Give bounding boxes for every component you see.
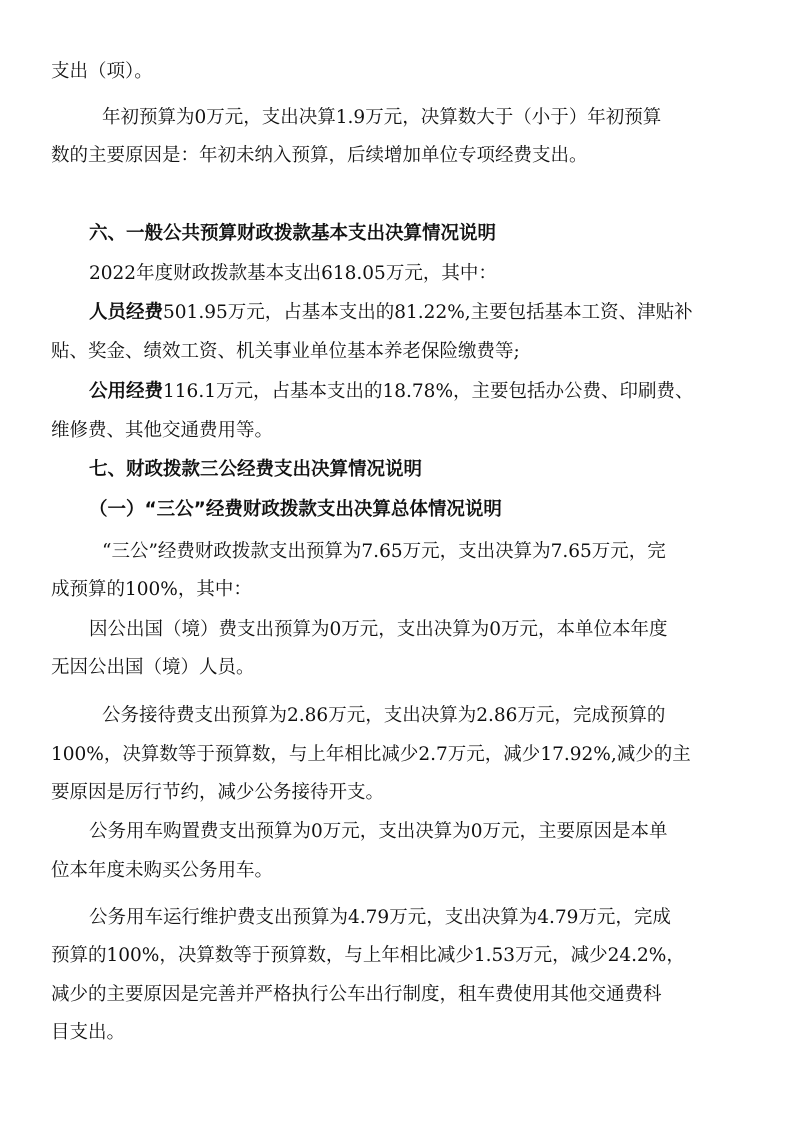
- text-line: 支出（项）。: [51, 61, 153, 82]
- text-line: “三公”经费财政拨款支出预算为7.65万元，支出决算为7.65万元，完: [102, 541, 666, 562]
- text-line: 维修费、其他交通费用等。: [51, 420, 274, 441]
- bold-term: 人员经费: [89, 302, 164, 323]
- text-line: 贴、奖金、绩效工资、机关事业单位基本养老保险缴费等;: [51, 341, 520, 362]
- text-line: 无因公出国（境）人员。: [51, 657, 255, 678]
- text-span: 116.1万元，占基本支出的18.78%，主要包括办公费、印刷费、: [163, 381, 694, 402]
- text-line: 减少的主要原因是完善并严格执行公车出行制度，租车费使用其他交通费科: [51, 984, 662, 1005]
- text-line: 因公出国（境）费支出预算为0万元，支出决算为0万元，本单位本年度: [89, 619, 668, 640]
- text-line: 数的主要原因是：年初未纳入预算，后续增加单位专项经费支出。: [51, 145, 588, 166]
- text-line: 年初预算为0万元，支出决算1.9万元，决算数大于（小于）年初预算: [102, 107, 662, 128]
- bold-term: 公用经费: [89, 381, 164, 402]
- text-line: [89, 378, 694, 406]
- text-span: 501.95万元，占基本支出的81.22%,主要包括基本工资、津贴补: [163, 302, 693, 323]
- text-line: 公务接待费支出预算为2.86万元，支出决算为2.86万元，完成预算的: [102, 705, 666, 726]
- section-heading-6: 六、一般公共预算财政拨款基本支出决算情况说明: [89, 223, 497, 244]
- section-heading-7: 七、财政拨款三公经费支出决算情况说明: [89, 459, 423, 480]
- text-line: 2022年度财政拨款基本支出618.05万元，其中：: [89, 263, 497, 284]
- text-line: 要原因是厉行节约，减少公务接待开支。: [51, 782, 385, 803]
- text-line: 成预算的100%，其中：: [51, 579, 252, 600]
- text-line: 100%，决算数等于预算数，与上年相比减少2.7万元，减少17.92%,减少的主: [51, 744, 691, 765]
- text-line: 预算的100%，决算数等于预算数，与上年相比减少1.53万元，减少24.2%，: [51, 945, 685, 966]
- text-line: 公务用车运行维护费支出预算为4.79万元，支出决算为4.79万元，完成: [89, 907, 671, 928]
- text-line: 公务用车购置费支出预算为0万元，支出决算为0万元，主要原因是本单: [89, 821, 668, 842]
- text-line: [89, 299, 693, 327]
- text-line: 目支出。: [51, 1022, 126, 1043]
- subsection-heading: （一）“三公”经费财政拨款支出决算总体情况说明: [89, 499, 502, 520]
- text-line: 位本年度未购买公务用车。: [51, 860, 274, 881]
